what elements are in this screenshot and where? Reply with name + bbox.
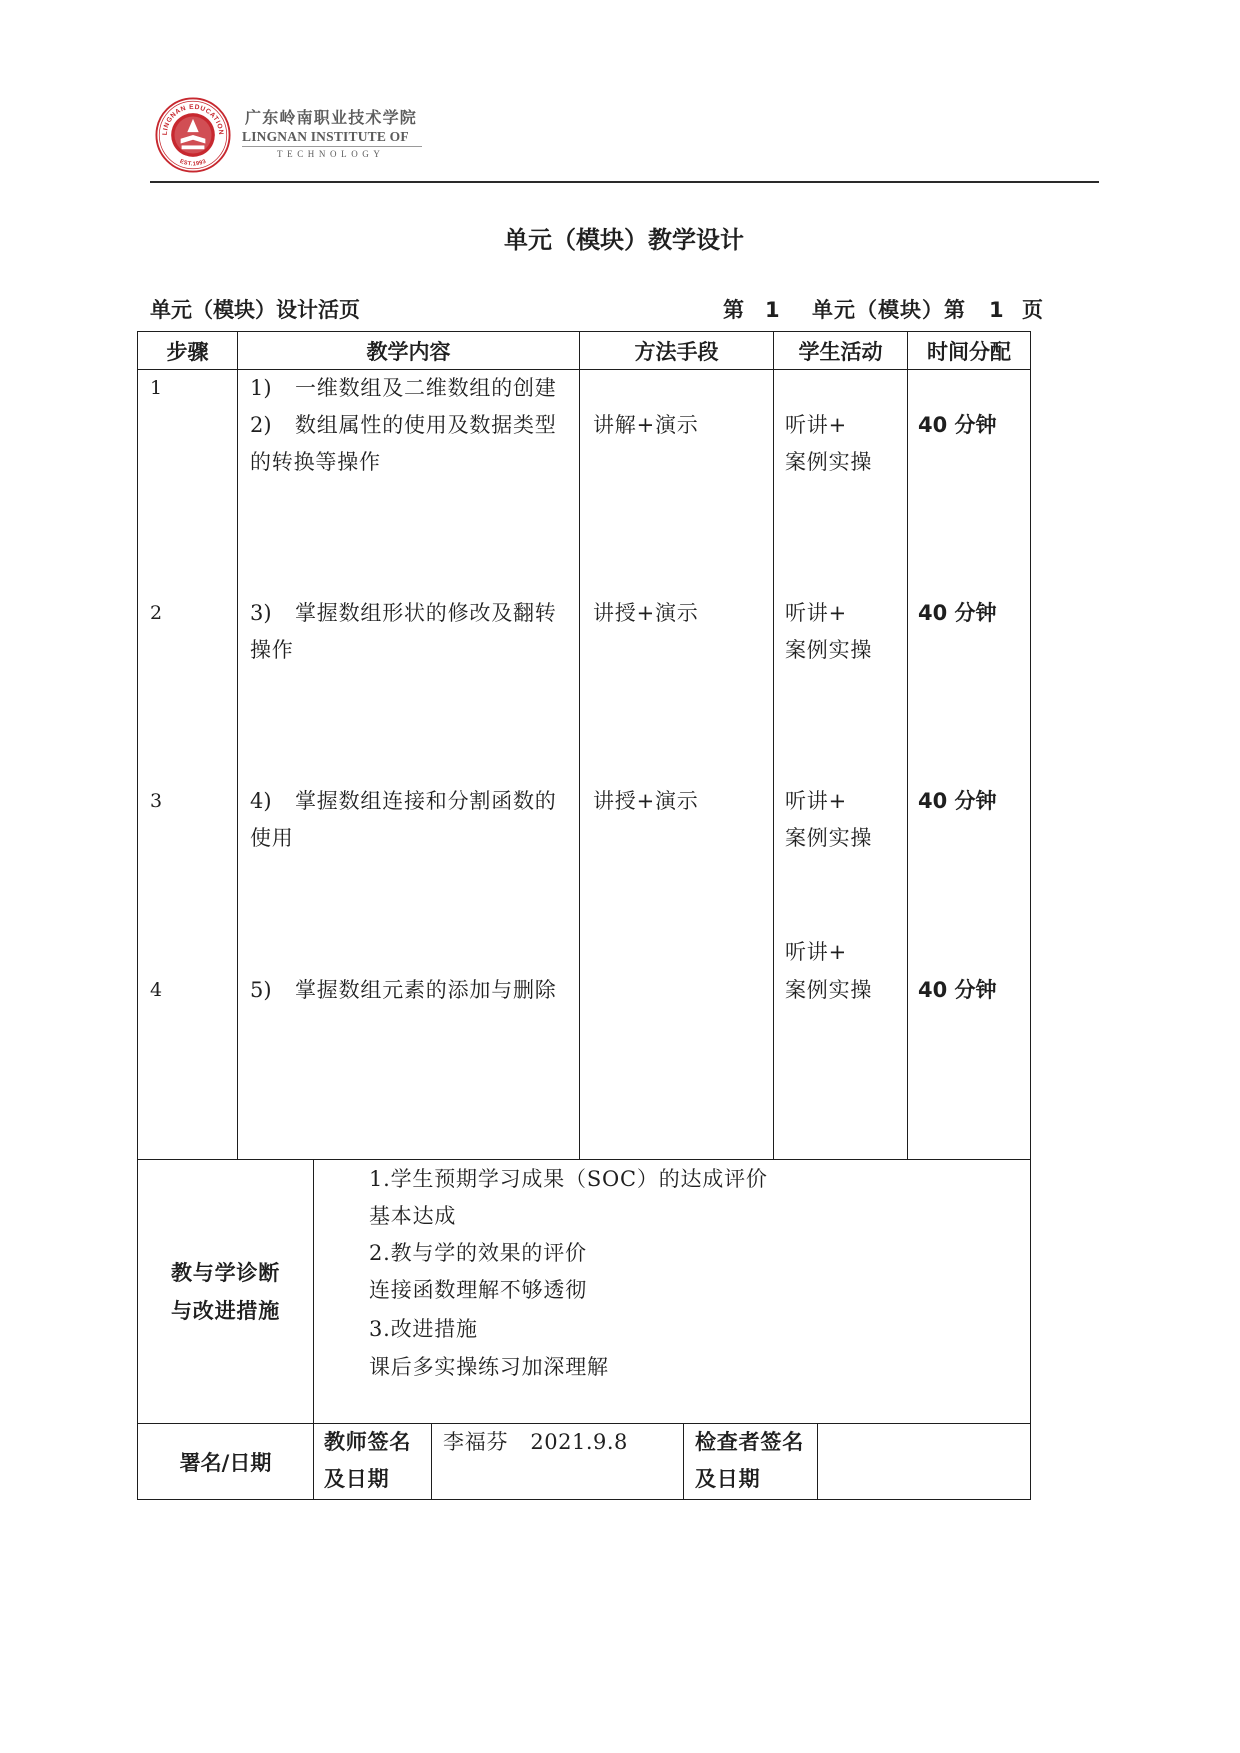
step-2-method: 讲授+演示 [593, 601, 699, 625]
teacher-sign-date: 2021.9.8 [530, 1430, 628, 1454]
checker-label-cell [684, 1424, 818, 1500]
body-step-column [138, 370, 238, 1160]
step-4-activity-line-2: 案例实操 [785, 978, 873, 1002]
step-3-content-line-1 [250, 786, 557, 816]
svg-text:EST.1993 [179, 159, 207, 168]
signature-label: 署名/日期 [179, 1450, 272, 1475]
content-item-text: 数组属性的使用及数据类型 [295, 413, 557, 437]
step-2-number: 2 [150, 602, 163, 624]
column-header-activity: 学生活动 [798, 339, 883, 364]
unit-number: 1 [765, 298, 780, 322]
body-method-column [580, 370, 774, 1160]
diagnosis-label-line-1: 教与学诊断 [171, 1261, 280, 1285]
step-4-time: 40 分钟 [918, 978, 997, 1002]
step-3-number: 3 [150, 790, 163, 812]
diagnosis-line-5: 3.改进措施 [369, 1317, 478, 1341]
checker-signature-cell [818, 1424, 1031, 1500]
teacher-name: 李福芬 [443, 1430, 509, 1454]
content-item-text: 一维数组及二维数组的创建 [295, 376, 557, 400]
content-item-number: 5) [250, 978, 272, 1002]
step-2-content-line-1 [250, 598, 557, 628]
content-item-text: 掌握数组元素的添加与删除 [295, 978, 557, 1002]
step-4-activity-line-1: 听讲+ [785, 940, 847, 964]
signature-label-cell [138, 1424, 314, 1500]
diagnosis-label-line-2: 与改进措施 [171, 1299, 280, 1323]
school-name-en-line1: LINGNAN INSTITUTE OF [242, 129, 409, 144]
diagnosis-line-1: 1.学生预期学习成果（SOC）的达成评价 [369, 1167, 768, 1191]
content-item-number: 3) [250, 601, 272, 625]
content-item-text: 掌握数组连接和分割函数的 [295, 789, 557, 813]
step-1-content-line-1 [250, 373, 557, 403]
step-1-content-line-2 [250, 410, 557, 440]
school-name-divider [242, 146, 422, 147]
header-cell-activity [774, 332, 908, 370]
teacher-signature [443, 1427, 628, 1457]
diagnosis-label-cell [138, 1160, 314, 1424]
step-3-method: 讲授+演示 [593, 789, 699, 813]
step-1-activity-line-2: 案例实操 [785, 450, 873, 474]
step-1-method: 讲解+演示 [593, 413, 699, 437]
body-time-column [908, 370, 1031, 1160]
checker-label-line-1: 检查者签名 [695, 1430, 804, 1454]
diagnosis-line-2: 基本达成 [369, 1204, 457, 1228]
school-name-en-line2: TECHNOLOGY [277, 149, 385, 159]
column-header-content: 教学内容 [366, 339, 451, 364]
letterhead-rule [150, 181, 1099, 183]
header-cell-method [580, 332, 774, 370]
school-logo [155, 97, 231, 173]
body-content-column [238, 370, 580, 1160]
page-suffix: 页 [1022, 298, 1043, 322]
content-item-text: 掌握数组形状的修改及翻转 [295, 601, 557, 625]
content-item-number: 4) [250, 789, 272, 813]
step-2-activity-line-2: 案例实操 [785, 638, 873, 662]
step-2-activity-line-1: 听讲+ [785, 601, 847, 625]
header-cell-content [238, 332, 580, 370]
diagnosis-content-cell [314, 1160, 1031, 1424]
step-4-content-line-1 [250, 975, 557, 1005]
step-3-content-line-2: 使用 [250, 826, 294, 850]
step-4-number: 4 [150, 979, 163, 1001]
step-1-activity-line-1: 听讲+ [785, 413, 847, 437]
column-header-time: 时间分配 [927, 339, 1011, 364]
teacher-label-cell [314, 1424, 432, 1500]
diagnosis-line-4: 连接函数理解不够透彻 [369, 1278, 587, 1302]
step-2-content-line-2: 操作 [250, 638, 294, 662]
page-title: 单元（模块）教学设计 [504, 226, 744, 254]
logo-ring-text: LINGNAN EDUCATION [161, 103, 225, 136]
diagnosis-line-3: 2.教与学的效果的评价 [369, 1241, 587, 1265]
school-name-cn: 广东岭南职业技术学院 [245, 108, 418, 127]
checker-label-line-2: 及日期 [695, 1467, 761, 1491]
body-activity-column [774, 370, 908, 1160]
header-cell-step [138, 332, 238, 370]
content-item-number: 1) [250, 376, 272, 400]
step-1-content-line-3: 的转换等操作 [250, 450, 381, 474]
subheader-left: 单元（模块）设计活页 [150, 298, 360, 322]
content-item-number: 2) [250, 413, 272, 437]
page-number: 1 [989, 298, 1004, 322]
page-prefix: 单元（模块）第 [812, 298, 966, 322]
logo-est-text: EST.1993 [178, 158, 208, 168]
step-2-time: 40 分钟 [918, 601, 997, 625]
unit-prefix: 第 [723, 298, 744, 322]
diagnosis-line-6: 课后多实操练习加深理解 [369, 1355, 609, 1379]
step-1-time: 40 分钟 [918, 413, 997, 437]
step-3-activity-line-2: 案例实操 [785, 826, 873, 850]
step-3-activity-line-1: 听讲+ [785, 789, 847, 813]
teacher-label-line-2: 及日期 [324, 1467, 390, 1491]
teacher-signature-cell [432, 1424, 684, 1500]
teacher-label-line-1: 教师签名 [324, 1430, 412, 1454]
lesson-design-table [137, 331, 1031, 1500]
step-1-number: 1 [150, 377, 163, 399]
step-3-time: 40 分钟 [918, 789, 997, 813]
column-header-method: 方法手段 [634, 339, 719, 364]
header-cell-time [908, 332, 1031, 370]
column-header-step: 步骤 [166, 339, 209, 364]
